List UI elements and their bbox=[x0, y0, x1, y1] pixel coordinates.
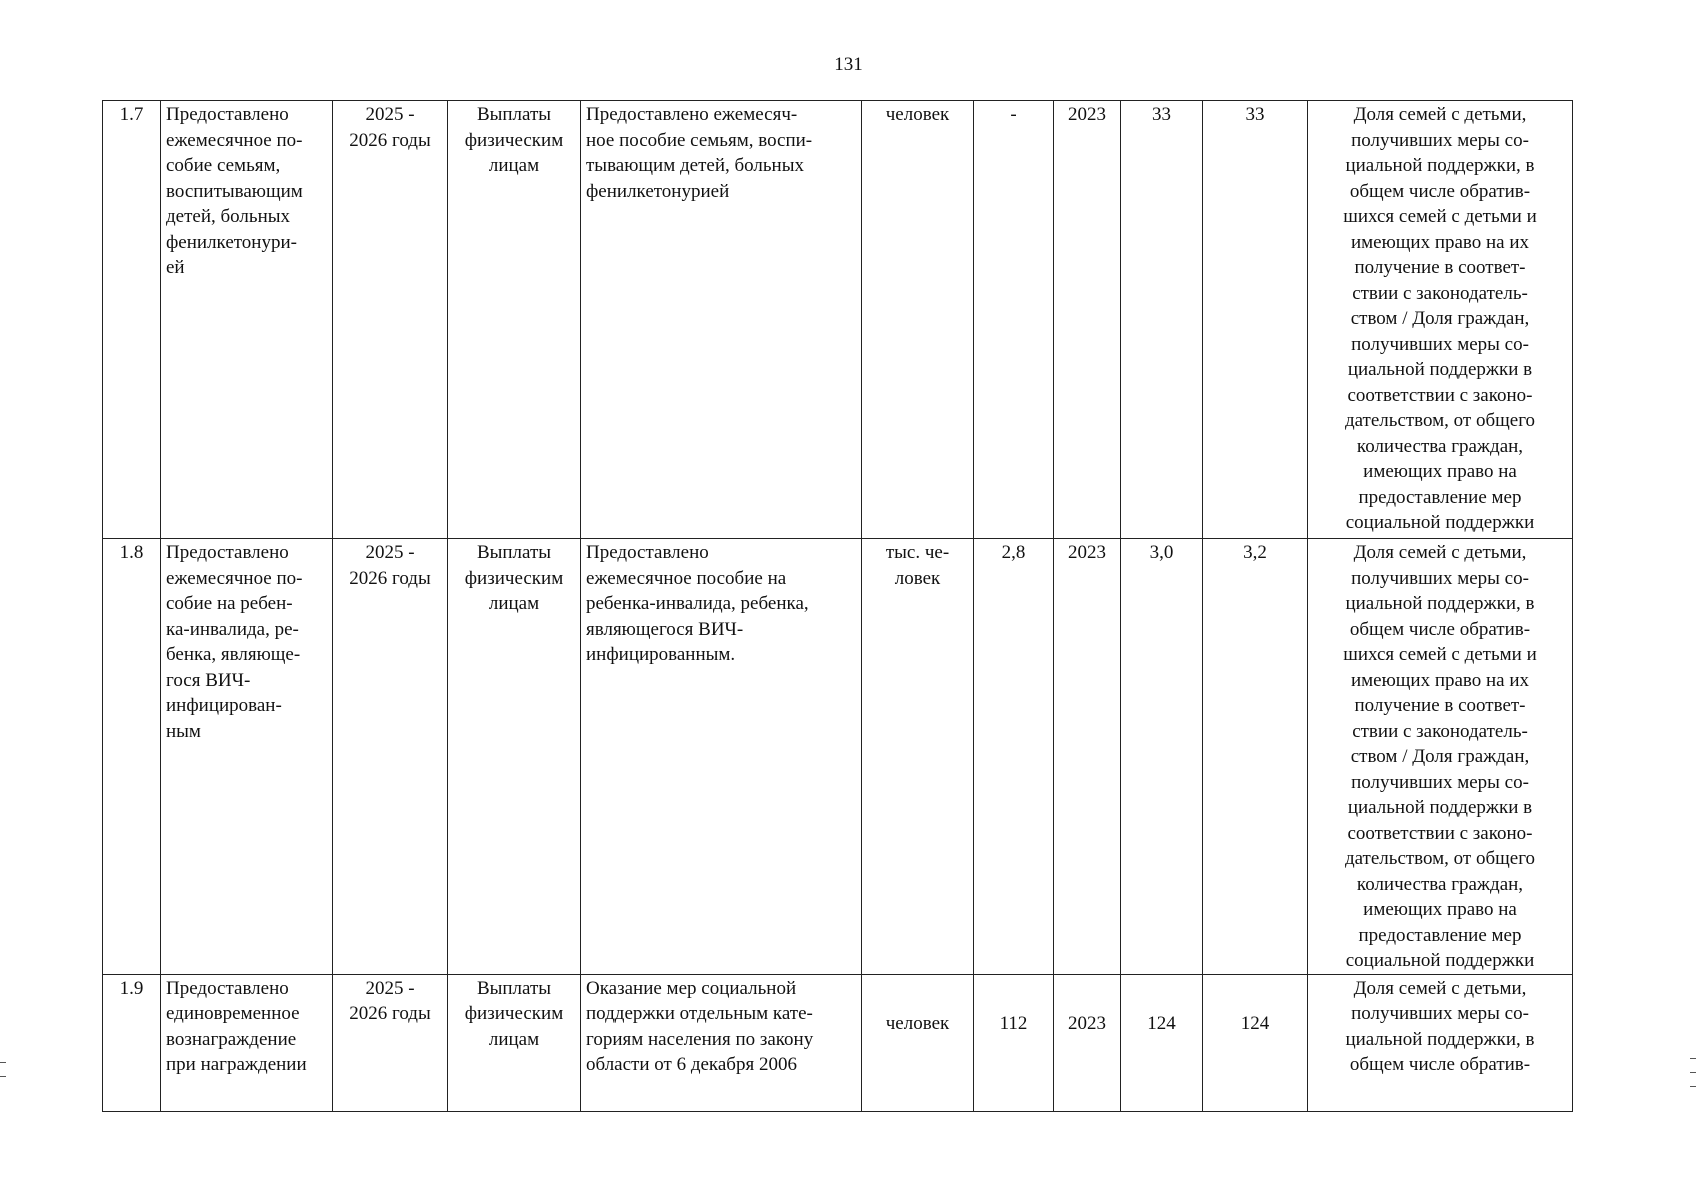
base-year: 2023 bbox=[1054, 539, 1121, 975]
implementation-period: 2025 - 2026 годы bbox=[333, 974, 448, 1111]
row-number: 1.9 bbox=[103, 974, 161, 1111]
unit-of-measure: человек bbox=[862, 974, 974, 1111]
measure-name: Предоставлено ежемесячное по- собие семьям, воспитывающим детей, больных фенилкетонури- ей bbox=[161, 101, 333, 539]
measure-name: Предоставлено единовременное вознаграждение при награждении bbox=[161, 974, 333, 1111]
base-value: 112 bbox=[974, 974, 1054, 1111]
unit-of-measure: человек bbox=[862, 101, 974, 539]
scan-margin-mark bbox=[1690, 1058, 1696, 1059]
implementation-period: 2025 - 2026 годы bbox=[333, 101, 448, 539]
measure-name: Предоставлено ежемесячное по- собие на ребен- ка-инвалида, ре- бенка, являюще- гося ВИЧ- инфицирован- ным bbox=[161, 539, 333, 975]
scan-margin-mark bbox=[0, 1076, 6, 1077]
scan-margin-mark bbox=[0, 1062, 6, 1063]
scan-margin-mark bbox=[1690, 1086, 1696, 1087]
row-number: 1.7 bbox=[103, 101, 161, 539]
value-2026: 3,2 bbox=[1203, 539, 1308, 975]
unit-of-measure: тыс. че- ловек bbox=[862, 539, 974, 975]
linked-indicator: Доля семей с детьми, получивших меры со- циальной поддержки, в общем числе обратив- шихся семей с детьми и имеющих право на их получение в соответ- ствии с законодатель- ством / Доля граждан, получивших меры со- циальной поддержки в соответствии с законо- дательством, от общего количества граждан, имеющих право на предоставление мер социальной поддержки bbox=[1308, 539, 1573, 975]
measure-description: Предоставлено ежемесячное пособие на ребенка-инвалида, ребенка, являющегося ВИЧ- инфицированным. bbox=[581, 539, 862, 975]
value-2026: 124 bbox=[1203, 974, 1308, 1111]
linked-indicator: Доля семей с детьми, получивших меры со- циальной поддержки, в общем числе обратив- шихся семей с детьми и имеющих право на их получение в соответ- ствии с законодатель- ством / Доля граждан, получивших меры со- циальной поддержки в соответствии с законо- дательством, от общего количества граждан, имеющих право на предоставление мер социальной поддержки bbox=[1308, 101, 1573, 539]
measure-type: Выплаты физическим лицам bbox=[448, 101, 581, 539]
table-row bbox=[103, 974, 1573, 1111]
value-2025: 3,0 bbox=[1121, 539, 1203, 975]
base-value: - bbox=[974, 101, 1054, 539]
measure-description: Оказание мер социальной поддержки отдельным кате- гориям населения по закону области от 6 декабря 2006 bbox=[581, 974, 862, 1111]
measure-description: Предоставлено ежемесяч- ное пособие семьям, воспи- тывающим детей, больных фенилкетонурией bbox=[581, 101, 862, 539]
table-row bbox=[103, 101, 1573, 539]
measures-table bbox=[102, 100, 1573, 1112]
value-2025: 124 bbox=[1121, 974, 1203, 1111]
value-2025: 33 bbox=[1121, 101, 1203, 539]
page-number: 131 bbox=[834, 54, 863, 75]
base-value: 2,8 bbox=[974, 539, 1054, 975]
table-row bbox=[103, 539, 1573, 975]
base-year: 2023 bbox=[1054, 974, 1121, 1111]
linked-indicator: Доля семей с детьми, получивших меры со- циальной поддержки, в общем числе обратив- bbox=[1308, 974, 1573, 1111]
implementation-period: 2025 - 2026 годы bbox=[333, 539, 448, 975]
base-year: 2023 bbox=[1054, 101, 1121, 539]
scan-margin-mark bbox=[1690, 1072, 1696, 1073]
measure-type: Выплаты физическим лицам bbox=[448, 974, 581, 1111]
row-number: 1.8 bbox=[103, 539, 161, 975]
value-2026: 33 bbox=[1203, 101, 1308, 539]
measure-type: Выплаты физическим лицам bbox=[448, 539, 581, 975]
